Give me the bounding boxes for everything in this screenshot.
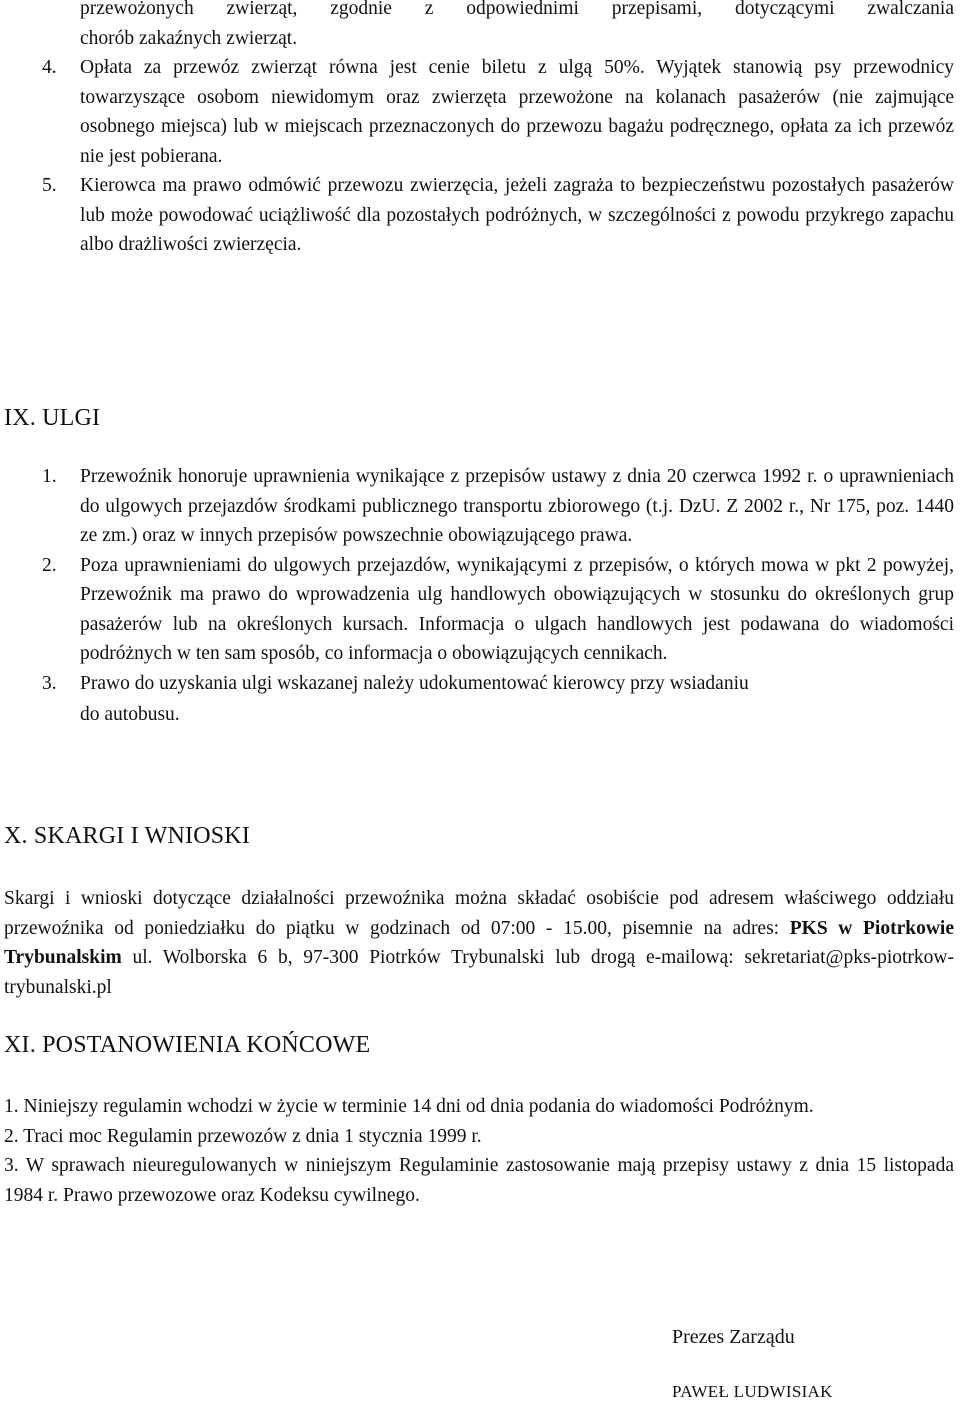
list-item <box>0 171 960 260</box>
list-item: 2. Traci moc Regulamin przewozów z dnia 1 stycznia 1999 r. <box>4 1125 482 1147</box>
company-name: PKS w Piotrkowie Trybunalskim <box>4 917 954 968</box>
item-text: Opłata za przewóz zwierząt równa jest cenie biletu z ulgą 50%. Wyjątek stanowią psy przewodnicy towarzyszące osobom niewidomym oraz zwierzęta przewożone na kolanach pasażerów (nie zajmujące osobnego miejsca) lub w miejscach przeznaczonych do przewozu bagażu podręcznego, opłata za ich przewóz nie jest pobierana. <box>80 57 954 167</box>
item-text: Kierowca ma prawo odmówić przewozu zwierzęcia, jeżeli zagraża to bezpieczeństwu pozostałych pasażerów lub może powodować uciążliwość dla pozostałych podróżnych, w szczególności z powodu przykrego zapachu albo drażliwości zwierzęcia. <box>80 175 954 255</box>
section-xi-heading: XI. POSTANOWIENIA KOŃCOWE <box>4 1032 371 1058</box>
item-text-line-2: do autobusu. <box>80 704 180 725</box>
section-xi-list <box>4 1092 954 1210</box>
item-number: 2. <box>42 554 57 576</box>
list-item: 3. W sprawach nieuregulowanych w niniejszym Regulaminie zastosowanie mają przepisy ustawy z dnia 15 listopada 1984 r. Prawo przewozowe oraz Kodeksu cywilnego. <box>4 1155 954 1206</box>
signature-name: PAWEŁ LUDWISIAK <box>672 1382 833 1401</box>
section-ix-list <box>0 462 960 730</box>
item-text: Poza uprawnieniami do ulgowych przejazdów, wynikającymi z przepisów, o których mowa w pkt 2 powyżej, Przewoźnik ma prawo do wprowadzenia ulg handlowych obowiązujących w stosunku do określonych grup pasażerów lub na określonych kursach. Informacja o ulgach handlowych jest podawana do wiadomości podróżnych w ten sam sposób, co informacja o obowiązujących cennikach. <box>80 554 954 664</box>
list-item <box>0 462 960 551</box>
item-text-line-1: Prawo do uzyskania ulgi wskazanej należy udokumentować kierowcy przy wsiadaniu <box>80 672 749 694</box>
section-viii-continuation <box>0 0 960 260</box>
section-x-heading: X. SKARGI I WNIOSKI <box>4 823 251 849</box>
complaints-text-before: Skargi i wnioski dotyczące działalności przewoźnika można składać osobiście pod adresem właściwego oddziału przewoźnika od poniedziałku do piątku w godzinach od 07:00 - 15.00, pisemnie na adres: <box>4 888 954 939</box>
section-ix-heading: IX. ULGI <box>4 405 101 431</box>
list-item <box>0 551 960 669</box>
item-text: Przewoźnik honoruje uprawnienia wynikające z przepisów ustawy z dnia 20 czerwca 1992 r. o uprawnieniach do ulgowych przejazdów środkami publicznego transportu zbiorowego (t.j. DzU. Z 2002 r., Nr 175, poz. 1440 ze zm.) oraz w innych przepisów powszechnie obowiązującego prawa. <box>80 466 954 546</box>
item-number: 5. <box>42 175 57 196</box>
item-3-continuation-line-1: przewożonych zwierząt, zgodnie z odpowiednimi przepisami, dotyczącymi zwalczania <box>80 0 954 19</box>
list-item <box>0 53 960 171</box>
item-number: 4. <box>42 57 57 78</box>
item-number: 1. <box>42 466 57 487</box>
item-number: 3. <box>42 672 57 694</box>
list-item: 1. Niniejszy regulamin wchodzi w życie w terminie 14 dni od dnia podania do wiadomości Podróżnym. <box>4 1096 814 1117</box>
signature-title: Prezes Zarządu <box>672 1326 795 1348</box>
complaints-paragraph <box>4 884 954 1002</box>
complaints-text-after: ul. Wolborska 6 b, 97-300 Piotrków Trybunalski lub drogą e-mailową: sekretariat@pks-piotrkow-trybunalski.pl <box>4 947 954 998</box>
list-item <box>0 669 960 730</box>
item-3-continuation-line-2: chorób zakaźnych zwierząt. <box>80 27 298 49</box>
